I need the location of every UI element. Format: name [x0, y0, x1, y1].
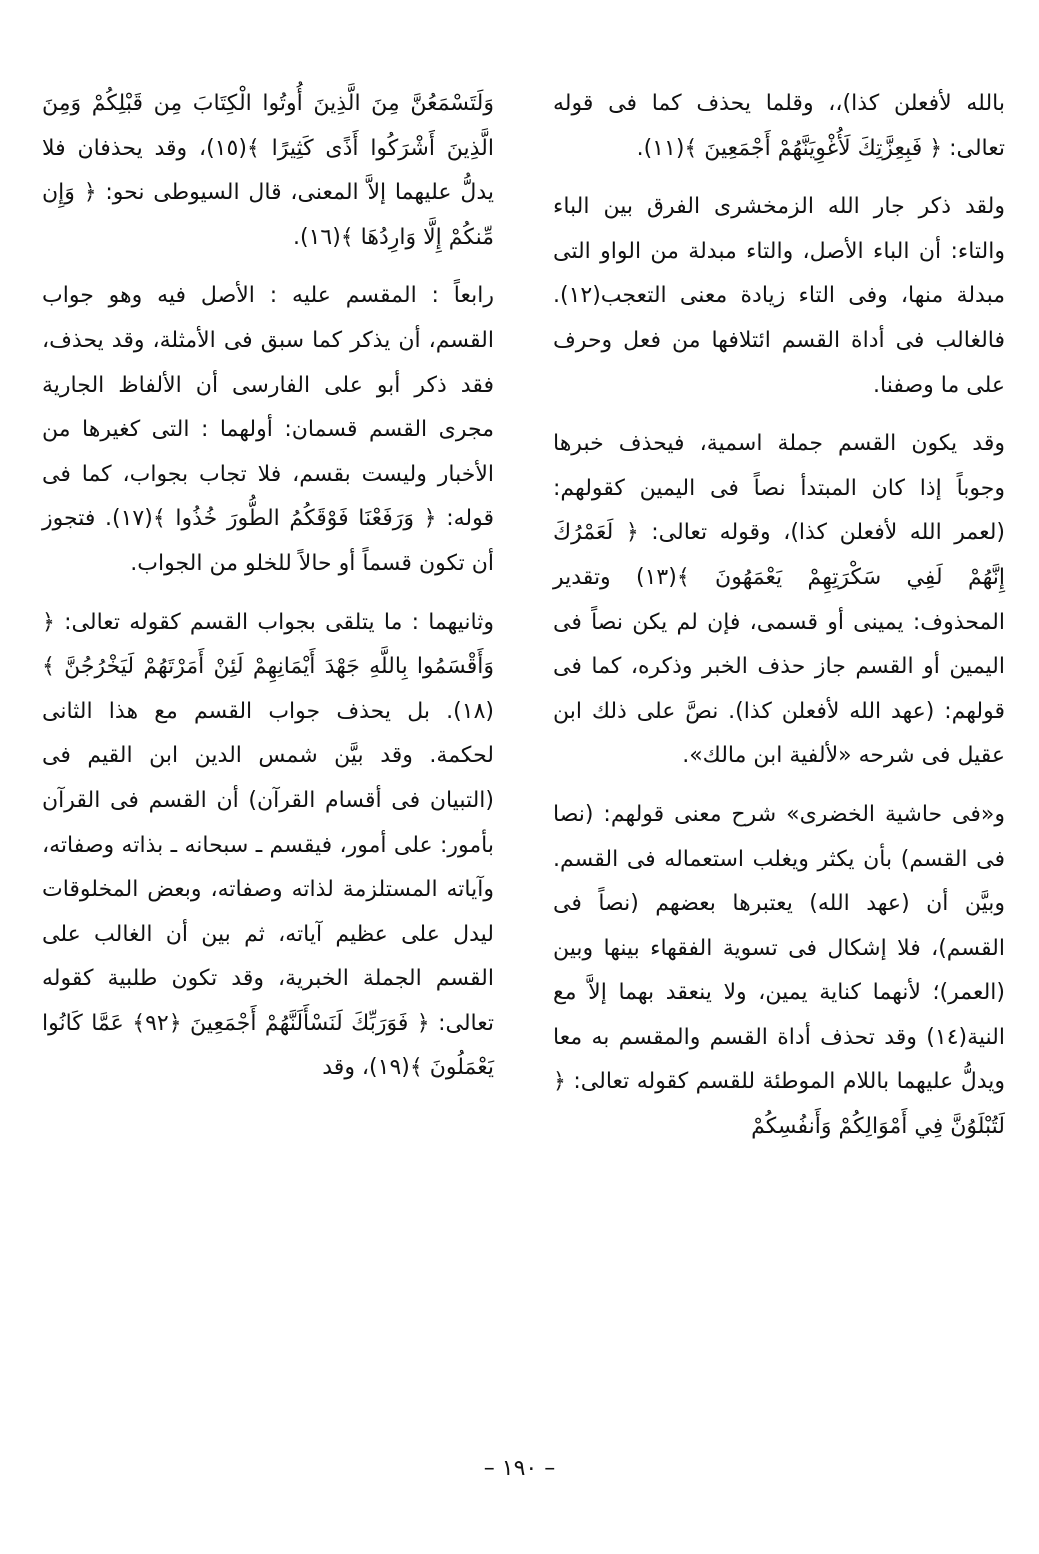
- paragraph-text: رابعاً : المقسم عليه : الأصل فيه وهو جواب القسم، أن يذكر كما سبق فى الأمثلة، وقد يحذف، فقد ذكر أبو على الفارسى أن الألفاظ الجارية مجرى القسم قسمان: أولهما : التى كغيرها من الأخبار وليست بقسم، فلا تجاب بجواب، كما فى قوله: ﴿ وَرَفَعْنَا فَوْقَكُمُ الطُّورَ خُذُوا ﴾(١٧). فتجوز أن تكون قسماً أو حالاً للخلو من الجواب.: [42, 283, 494, 576]
- page-number: – ١٩٠ –: [483, 1456, 556, 1481]
- paragraph: [42, 82, 494, 260]
- paragraph-text: بالله لأفعلن كذا)،، وقلما يحذف كما فى قوله تعالى: ﴿ فَبِعِزَّتِكَ لَأُغْوِيَنَّهُمْ أَجْمَعِينَ ﴾(١١).: [553, 91, 1005, 161]
- paragraph-text: وثانيهما : ما يتلقى بجواب القسم كقوله تعالى: ﴿ وَأَقْسَمُوا بِاللَّهِ جَهْدَ أَيْمَانِهِمْ لَئِنْ أَمَرْتَهُمْ لَيَخْرُجُنَّ ﴾(١٨). بل يحذف جواب القسم مع هذا الثانى لحكمة. وقد بيَّن شمس الدين ابن القيم فى (التبيان فى أقسام القرآن) أن القسم فى القرآن بأمور: على أمور، فيقسم ـ سبحانه ـ بذاته وصفاته، وآياته المستلزمة لذاته وصفاته، وبعض المخلوقات ليدل على عظيم آياته، ثم بين أن الغالب على القسم الجملة الخبرية، وقد تكون طلبية كقوله تعالى: ﴿ فَوَرَبِّكَ لَنَسْأَلَنَّهُمْ أَجْمَعِينَ ﴿٩٢﴾ عَمَّا كَانُوا يَعْمَلُونَ ﴾(١٩)، وقد: [42, 609, 494, 1081]
- paragraph: [553, 422, 1005, 779]
- paragraph-text: وقد يكون القسم جملة اسمية، فيحذف خبرها وجوباً إذا كان المبتدأ نصاً فى اليمين كقولهم: (لعمر الله لأفعلن كذا)، وقوله تعالى: ﴿ لَعَمْرُكَ إِنَّهُمْ لَفِي سَكْرَتِهِمْ يَعْمَهُونَ ﴾(١٣) وتقدير المحذوف: يمينى أو قسمى، فإن لم يكن نصاً فى اليمين أو القسم جاز حذف الخبر وذكره، كما فى قولهم: (عهد الله لأفعلن كذا). نصَّ على ذلك ابن عقيل فى شرحه «لألفية ابن مالك».: [553, 431, 1005, 769]
- left-column: [42, 82, 494, 1105]
- right-column: [553, 82, 1005, 1164]
- paragraph: [42, 274, 494, 586]
- paragraph-text: ولقد ذكر جار الله الزمخشرى الفرق بين الباء والتاء: أن الباء الأصل، والتاء مبدلة من الواو التى مبدلة منها، وفى التاء زيادة معنى التعجب(١٢). فالغالب فى أداة القسم ائتلافها من فعل وحرف على ما وصفنا.: [553, 194, 1005, 398]
- paragraph: [553, 793, 1005, 1150]
- paragraph: [42, 601, 494, 1092]
- paragraph-text: وَلَتَسْمَعُنَّ مِنَ الَّذِينَ أُوتُوا الْكِتَابَ مِن قَبْلِكُمْ وَمِنَ الَّذِينَ أَشْرَكُوا أَذًى كَثِيرًا ﴾(١٥)، وقد يحذفان فلا يدلُّ عليهما إلاَّ المعنى، قال السيوطى نحو: ﴿ وَإِن مِّنكُمْ إِلَّا وَارِدُهَا ﴾(١٦).: [42, 91, 494, 250]
- paragraph-text: و«فى حاشية الخضرى» شرح معنى قولهم: (نصا فى القسم) بأن يكثر ويغلب استعماله فى القسم. وبيَّن أن (عهد الله) يعتبرها بعضهم (نصاً فى القسم)، فلا إشكال فى تسوية الفقهاء بينها وبين (العمر)؛ لأنهما كناية يمين، ولا ينعقد بهما إلاَّ مع النية(١٤) وقد تحذف أداة القسم والمقسم به معا ويدلُّ عليهما باللام الموطئة للقسم كقوله تعالى: ﴿ لَتُبْلَوُنَّ فِي أَمْوَالِكُمْ وَأَنفُسِكُمْ: [553, 801, 1005, 1140]
- paragraph: [553, 82, 1005, 171]
- paragraph: [553, 185, 1005, 408]
